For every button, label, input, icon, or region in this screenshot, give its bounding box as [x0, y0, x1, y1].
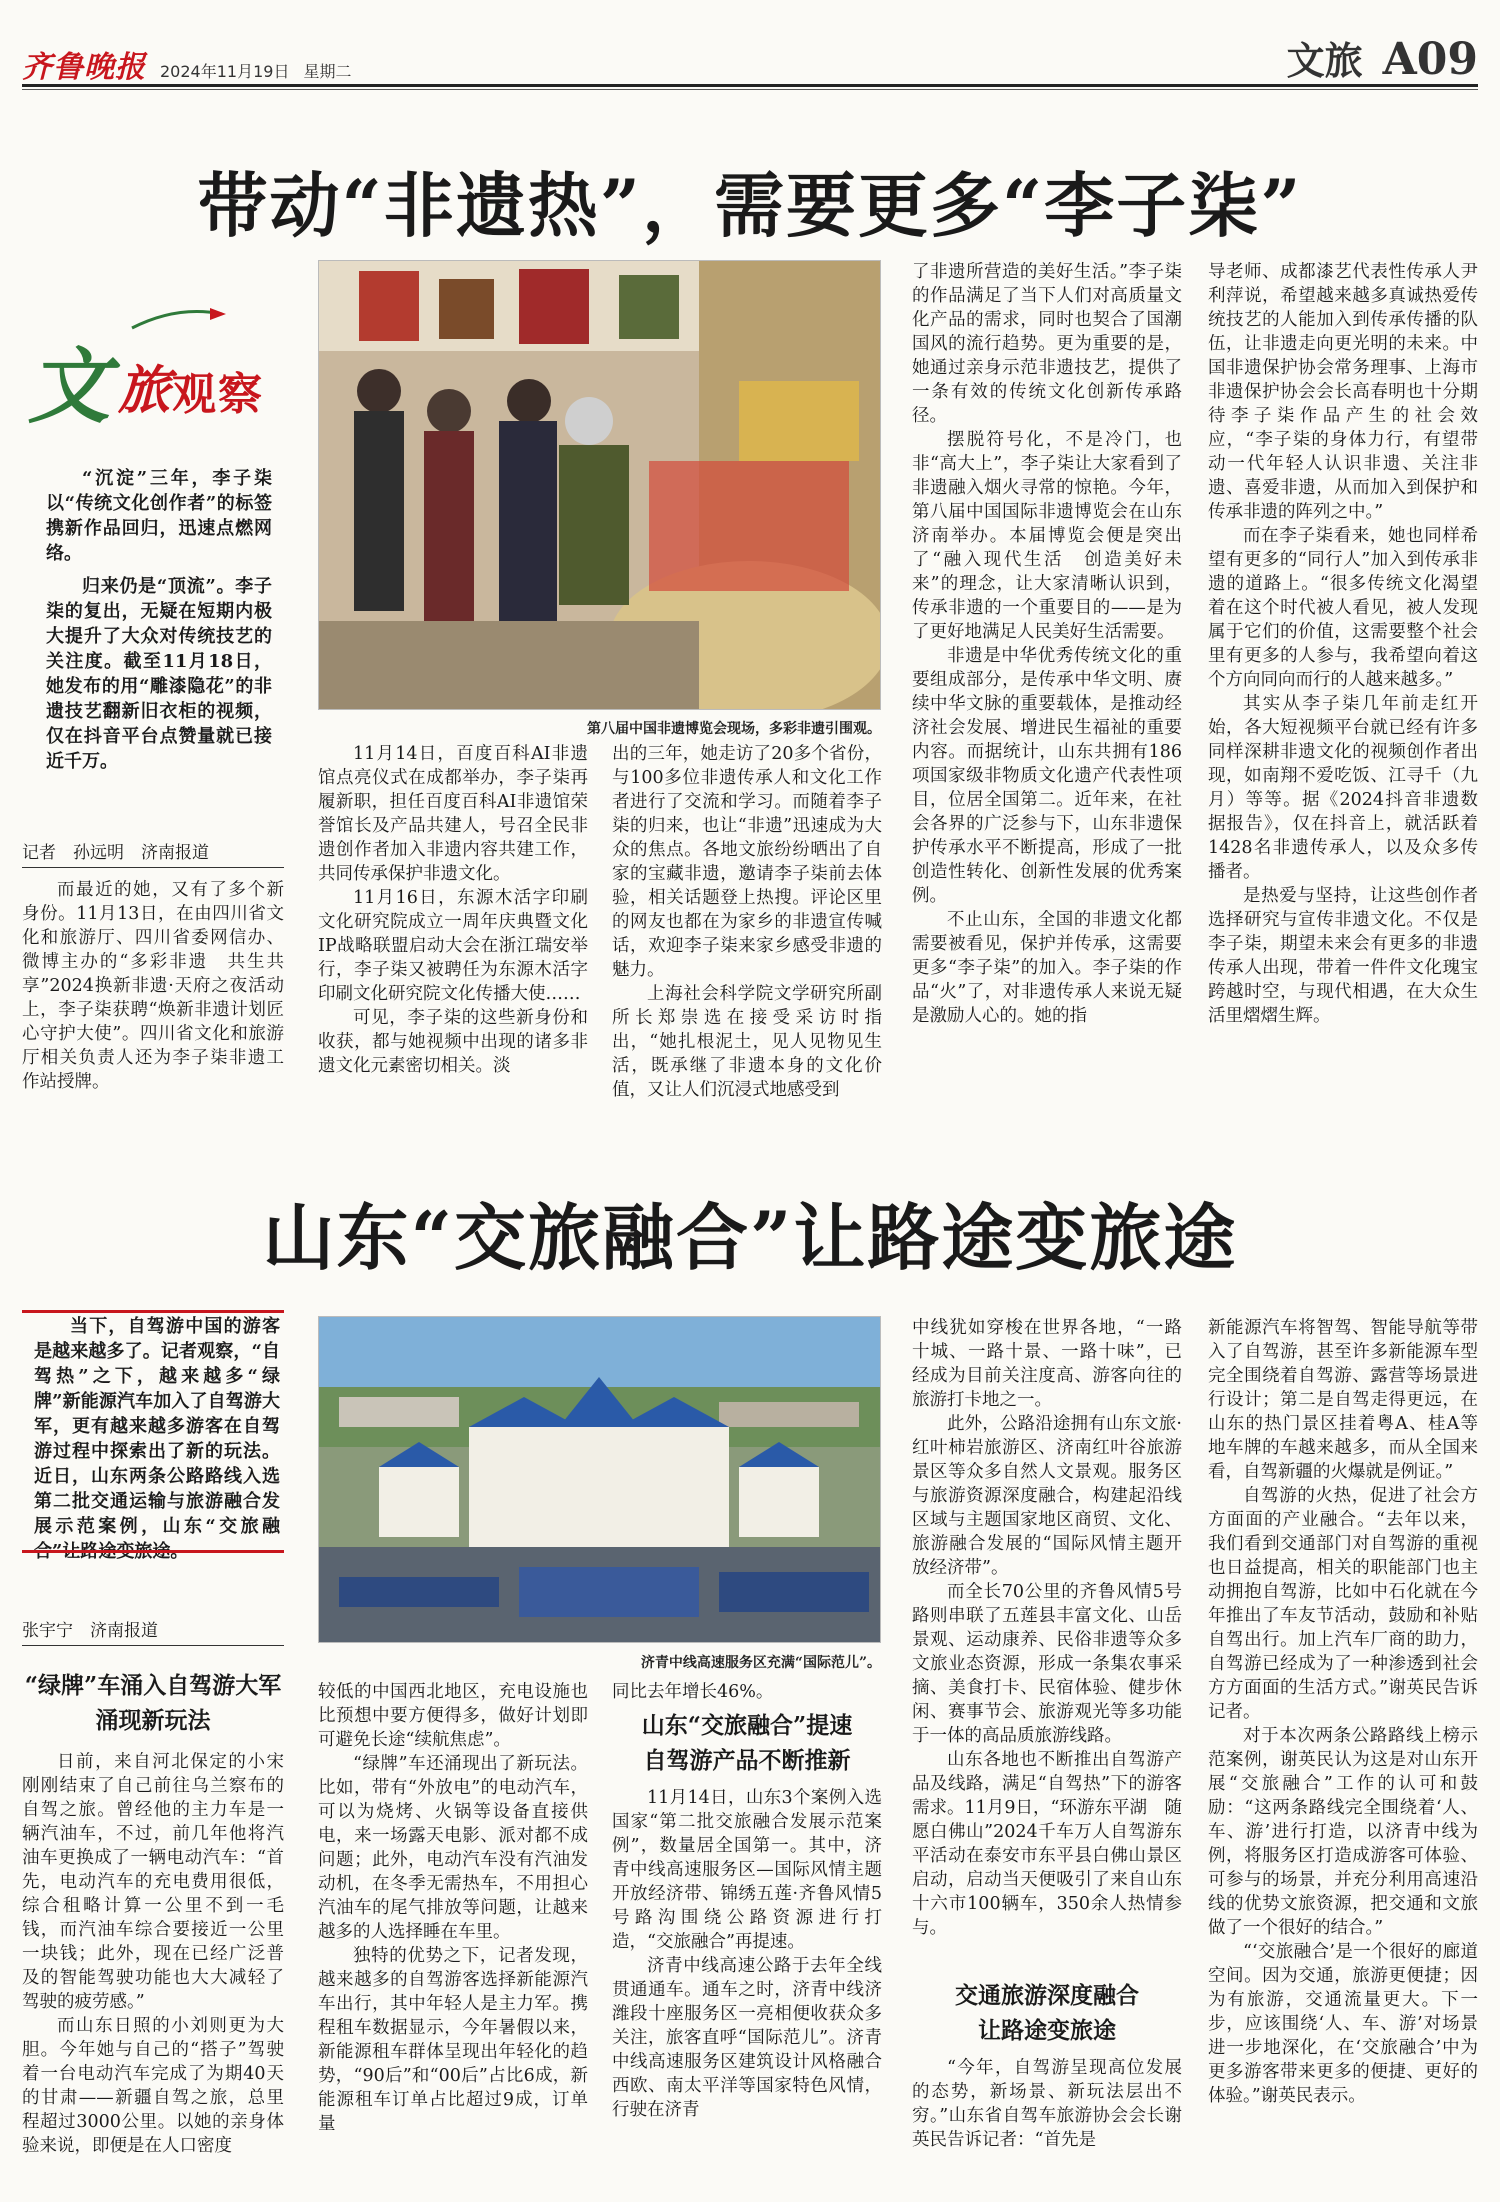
lead-box-bottom-rule: [22, 1550, 284, 1553]
issue-date: 2024年11月19日: [160, 62, 290, 81]
paragraph: 出的三年，她走访了20多个省份，与100多位非遗传承人和文化工作者进行了交流和学习。而随着李子柒的归来，也让“非遗”迅速成为大众的焦点。各地文旅纷纷晒出了自家的宝藏非遗，邀请李子柒前去体验，相关话题登上热搜。评论区里的网友也都在为家乡的非遗宣传喊话，欢迎李子柒来家乡感受非遗的魅力。: [612, 744, 882, 980]
service-area-photo-image: [319, 1317, 881, 1643]
logo-char-lv: 旅: [118, 360, 171, 421]
section-name: 文旅: [1286, 38, 1363, 83]
paper-name: 齐鲁晚报: [22, 50, 146, 85]
column-logo: [22, 300, 282, 470]
article2-col4a: [912, 1316, 1182, 1940]
paragraph: “绿牌”车还涌现出了新玩法。比如，带有“外放电”的电动汽车，可以为烧烤、火锅等设备直接供电，来一场露天电影、派对都不成问题；此外，电动汽车没有汽油发动机，在冬季无需热车，不用担心汽油车的尾气排放等问题，让越来越多的人选择睡在车里。: [318, 1754, 588, 1942]
airplane-icon: [122, 300, 232, 340]
paragraph: 11月16日，东源木活字印刷文化研究院成立一周年庆典暨文化IP战略联盟启动大会在浙江瑞安举行，李子柒又被聘任为东源木活字印刷文化研究院文化传播大使……: [318, 888, 588, 1004]
issue-weekday: 星期二: [303, 62, 352, 81]
paragraph: “今年，自驾游呈现高位发展的态势，新场景、新玩法层出不穷。”山东省自驾车旅游协会会长谢英民告诉记者：“首先是: [912, 2058, 1182, 2150]
service-area-photo-caption: 济青中线高速服务区充满“国际范儿”。: [640, 1655, 881, 1671]
paragraph: 济青中线高速公路于去年全线贯通通车。通车之时，济青中线济潍段十座服务区一亮相便收获众多关注，旅客直呼“国际范儿”。济青中线高速服务区建筑设计风格融合西欧、南太平洋等国家特色风情，行驶在济青: [612, 1956, 882, 2120]
article1-headline: 带动“非遗热”，需要更多“李子柒”: [197, 164, 1303, 247]
lead-paragraph: “沉淀”三年，李子柒以“传统文化创作者”的标签携新作品回归，迅速点燃网络。: [46, 468, 272, 564]
article2-col4b: [912, 2056, 1182, 2152]
article2-col3a: [612, 1680, 882, 1704]
paragraph: 11月14日，山东3个案例入选国家“第二批交旅融合发展示范案例”，数量居全国第一。其中，济青中线高速服务区—国际风情主题开放经济带、锦绣五莲·齐鲁风情5号路沟围绕公路资源进行打造，“交旅融合”再提速。: [612, 1788, 882, 1952]
masthead-left: [22, 42, 351, 86]
service-area-photo: [318, 1316, 881, 1643]
paragraph: 而在李子柒看来，她也同样希望有更多的“同行人”加入到传承非遗的道路上。“很多传统文化渴望着在这个时代被人看见，被人发现属于它们的价值，这需要整个社会里有更多的人参与，我希望向着这个方向同向而行的人越来越多。”: [1208, 526, 1478, 690]
paragraph: 可见，李子柒的这些新身份和收获，都与她视频中出现的诸多非遗文化元素密切相关。淡: [318, 1008, 588, 1076]
subhead-speedup: 山东“交旅融合”提速 自驾游产品不断推新: [641, 1712, 853, 1774]
paragraph: 独特的优势之下，记者发现，越来越多的自驾游客选择新能源汽车出行，其中年轻人是主力军。携程租车数据显示，今年暑假以来，新能源租车群体呈现出年轻化的趋势，“90后”和“00后”占比6成，新能源租车订单占比超过9成，订单量: [318, 1946, 588, 2134]
paragraph: 不止山东，全国的非遗文化都需要被看见，保护并传承，这需要更多“李子柒”的加入。李子柒的作品“火”了，对非遗传承人来说无疑是激励人心的。她的指: [912, 910, 1182, 1026]
article2-byline: 张宇宁 济南报道: [22, 1616, 284, 1646]
paragraph: 摆脱符号化，不是冷门，也非“高大上”，李子柒让大家看到了非遗融入烟火寻常的惊艳。今年，第八届中国国际非遗博览会在山东济南举办。本届博览会便是突出了“融入现代生活 创造美好未来”的理念，让大家清晰认识到，传承非遗的一个重要目的——是为了更好地满足人民美好生活需要。: [912, 430, 1182, 642]
article1-col4: [912, 260, 1182, 1028]
subhead-deep-fusion: 交通旅游深度融合 让路途变旅途: [955, 1982, 1139, 2044]
expo-photo-caption: 第八届中国非遗博览会现场，多彩非遗引围观。: [587, 721, 881, 737]
page-number: A09: [1382, 34, 1478, 85]
paragraph: 同比去年增长46%。: [612, 1682, 774, 1702]
article2-col1: [22, 1750, 284, 2158]
paragraph: 山东各地也不断推出自驾游产品及线路，满足“自驾热”下的游客需求。11月9日，“环游东平湖 随愿白佛山”2024千车万人自驾游东平活动在泰安市东平县白佛山景区启动，启动当天便吸引了来自山东十六市100辆车，350余人热情参与。: [912, 1750, 1182, 1938]
paragraph: “‘交旅融合’是一个很好的廊道空间。因为交通，旅游更便捷；因为有旅游，交通流量更大。下一步，应该围绕‘人、车、游’对场景进一步地深化，在‘交旅融合’中为更多游客带来更多的便捷、更好的体验。”谢英民表示。: [1208, 1942, 1478, 2106]
logo-char-wen: 文: [28, 339, 110, 435]
paragraph: 其实从李子柒几年前走红开始，各大短视频平台就已经有许多同样深耕非遗文化的视频创作者出现，如南翔不爱吃饭、江寻千（九月）等等。据《2024抖音非遗数据报告》，仅在抖音上，就活跃着1428名非遗传承人，以及众多传播者。: [1208, 694, 1478, 882]
article2-col5: [1208, 1316, 1478, 2108]
paragraph: 导老师、成都漆艺代表性传承人尹利萍说，希望越来越多真诚热爱传统技艺的人能加入到传承传播的队伍，让非遗走向更光明的未来。中国非遗保护协会常务理事、上海市非遗保护协会会长高春明也十分期待李子柒作品产生的社会效应，“李子柒的身体力行，有望带动一代年轻人认识非遗、关注非遗、喜爱非遗，从而加入到保护和传承非遗的阵列之中。”: [1208, 262, 1478, 522]
masthead-rule: [22, 84, 1478, 87]
expo-photo: [318, 260, 881, 710]
article1-col3: [612, 742, 882, 1102]
lead-box-top-rule: [22, 1310, 284, 1313]
paragraph: 新能源汽车将智驾、智能导航等带入了自驾游，甚至许多新能源车型完全围绕着自驾游、露营等场景进行设计；第二是自驾走得更远，在山东的热门景区挂着粤A、桂A等地车牌的车越来越多，而从全国来看，自驾新疆的火爆就是例证。”: [1208, 1318, 1478, 1482]
subhead-green-plate: “绿牌”车涌入自驾游大军 涌现新玩法: [24, 1672, 282, 1734]
article1-lead: [46, 466, 272, 774]
paragraph: 上海社会科学院文学研究所副所长郑崇选在接受采访时指出，“她扎根泥土，见人见物见生活，既承继了非遗本身的文化价值，又让人们沉浸式地感受到: [612, 984, 882, 1100]
expo-photo-image: [319, 261, 881, 710]
article1-col5: [1208, 260, 1478, 1028]
lead-paragraph: 归来仍是“顶流”。李子柒的复出，无疑在短期内极大提升了大众对传统技艺的关注度。截至11月18日，她发布的用“雕漆隐花”的非遗技艺翻新旧衣柜的视频，仅在抖音平台点赞量就已接近千万。: [46, 576, 272, 772]
paragraph: 中线犹如穿梭在世界各地，“一路十城、一路十景、一路十味”，已经成为目前关注度高、游客向往的旅游打卡地之一。: [912, 1318, 1182, 1410]
paragraph: 自驾游的火热，促进了社会方方面面的产业融合。“去年以来，我们看到交通部门对自驾游的重视也日益提高，相关的职能部门也主动拥抱自驾游，比如中石化就在今年推出了车友节活动，鼓励和补贴自驾出行。加上汽车厂商的助力，自驾游已经成为了一种渗透到社会方方面面的生活方式。”谢英民告诉记者。: [1208, 1486, 1478, 1722]
article2-headline: 山东“交旅融合”让路途变旅途: [262, 1195, 1238, 1280]
paragraph: 而最近的她，又有了多个新身份。11月13日，在由四川省文化和旅游厅、四川省委网信办、微博主办的“多彩非遗 共生共享”2024换新非遗·天府之夜活动上，李子柒获聘“焕新非遗计划匠心守护大使”。四川省文化和旅游厅相关负责人还为李子柒非遗工作站授牌。: [22, 880, 284, 1092]
article1-byline: 记者 孙远明 济南报道: [22, 838, 284, 868]
article2-col2: [318, 1680, 588, 2136]
paragraph: 而全长70公里的齐鲁风情5号路则串联了五莲县丰富文化、山岳景观、运动康养、民俗非遗等众多文旅业态资源，形成一条集农事采摘、美食打卡、民宿体验、健步休闲、赛事节会、旅游观光等多功能于一体的高品质旅游线路。: [912, 1582, 1182, 1746]
masthead-rule-thin: [22, 89, 1478, 90]
paragraph: 11月14日，百度百科AI非遗馆点亮仪式在成都举办，李子柒再履新职，担任百度百科AI非遗馆荣誉馆长及产品共建人，号召全民非遗创作者加入非遗内容共建工作，共同传承保护非遗文化。: [318, 744, 588, 884]
article2-lead: [34, 1314, 280, 1564]
lead-paragraph: 当下，自驾游中国的游客是越来越多了。记者观察，“自驾热”之下，越来越多“绿牌”新能源汽车加入了自驾游大军，更有越来越多游客在自驾游过程中探索出了新的玩法。近日，山东两条公路路线入选第二批交通运输与旅游融合发展示范案例，山东“交旅融合”让路途变旅途。: [34, 1316, 280, 1562]
article1-col1: [22, 878, 284, 1094]
paragraph: 此外，公路沿途拥有山东文旅·红叶柿岩旅游区、济南红叶谷旅游景区等众多自然人文景观。服务区与旅游资源深度融合，构建起沿线区域与主题国家地区商贸、文化、旅游融合发展的“国际风情主题开放经济带”。: [912, 1414, 1182, 1578]
paragraph: 非遗是中华优秀传统文化的重要组成部分，是传承中华文明、赓续中华文脉的重要载体，是推动经济社会发展、增进民生福祉的重要内容。而据统计，山东共拥有186项国家级非物质文化遗产代表性项目，位居全国第二。近年来，在社会各界的广泛参与下，山东非遗保护传承水平不断提高，形成了一批创造性转化、创新性发展的优秀案例。: [912, 646, 1182, 906]
logo-sub-title: 观察: [172, 369, 264, 420]
article1-col2: [318, 742, 588, 1078]
paragraph: 对于本次两条公路路线上榜示范案例，谢英民认为这是对山东开展“交旅融合”工作的认可和鼓励：“这两条路线完全围绕着‘人、车、游’进行打造，以济青中线为例，将服务区打造成游客可体验、可参与的场景，并充分利用高速沿线的优势文旅资源，把交通和文旅做了一个很好的结合。”: [1208, 1726, 1478, 1938]
masthead-right: [1287, 30, 1478, 85]
paragraph: 了非遗所营造的美好生活。”李子柒的作品满足了当下人们对高质量文化产品的需求，同时也契合了国潮国风的流行趋势。更为重要的是，她通过亲身示范非遗技艺，提供了一条有效的传统文化创新传承路径。: [912, 262, 1182, 426]
paragraph: 是热爱与坚持，让这些创作者选择研究与宣传非遗文化。不仅是李子柒，期望未来会有更多的非遗传承人出现，带着一件件文化瑰宝跨越时空，与现代相遇，在大众生活里熠熠生辉。: [1208, 886, 1478, 1026]
paragraph: 而山东日照的小刘则更为大胆。今年她与自己的“搭子”驾驶着一台电动汽车完成了为期40天的甘肃——新疆自驾之旅，总里程超过3000公里。以她的亲身体验来说，即便是在人口密度: [22, 2016, 284, 2156]
paragraph: 日前，来自河北保定的小宋刚刚结束了自己前往乌兰察布的自驾之旅。曾经他的主力车是一辆汽油车，不过，前几年他将汽油车更换成了一辆电动汽车：“首先，电动汽车的充电费用很低，综合租略计算一公里不到一毛钱，而汽油车综合要接近一公里一块钱；此外，现在已经广泛普及的智能驾驶功能也大大减轻了驾驶的疲劳感。”: [22, 1752, 284, 2012]
article2-col3b: [612, 1786, 882, 2122]
paragraph: 较低的中国西北地区，充电设施也比预想中要方便得多，做好计划即可避免长途“续航焦虑”。: [318, 1682, 588, 1750]
